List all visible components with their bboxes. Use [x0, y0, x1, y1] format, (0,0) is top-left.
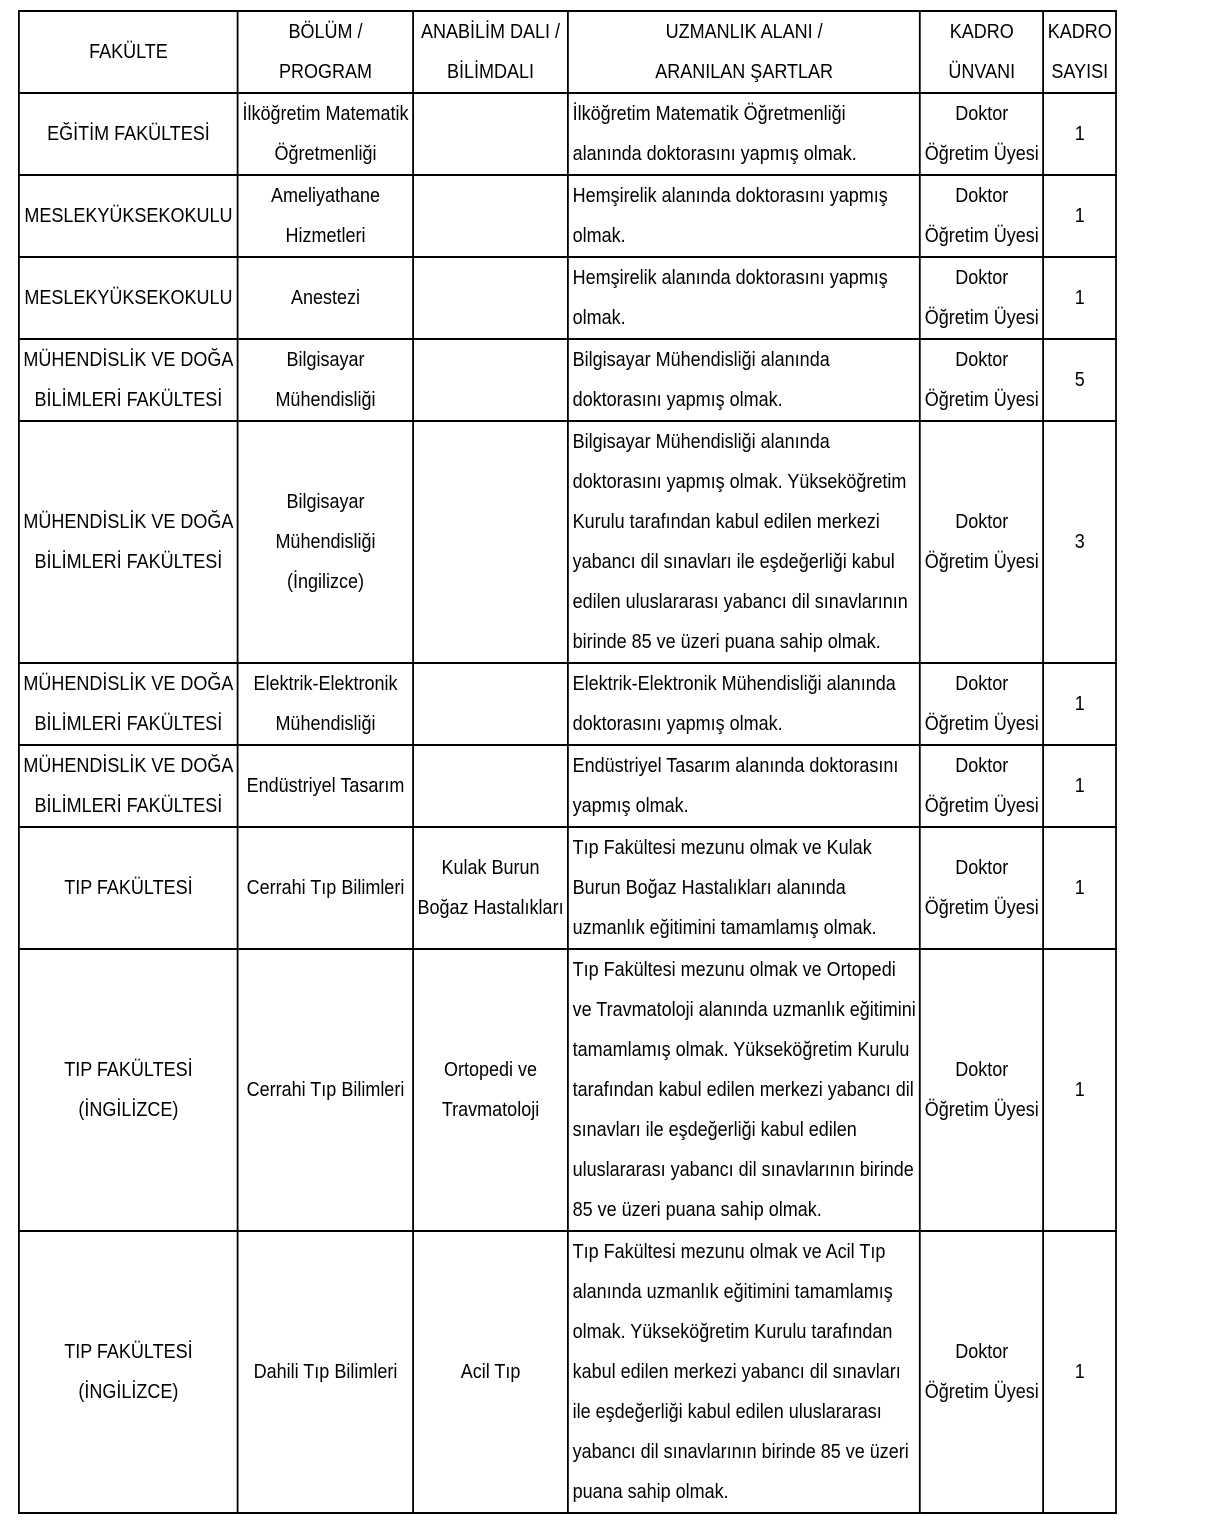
uzmanlik-text-line: alanında doktorasını yapmış olmak.	[572, 143, 857, 165]
fakulte-text-line: EĞİTİM FAKÜLTESİ	[47, 123, 210, 145]
uzmanlik-text-line: yabancı dil sınavlarının birinde 85 ve üzeri	[572, 1441, 909, 1463]
uzmanlik-text-line: olmak. Yükseköğretim Kurulu tarafından	[572, 1321, 893, 1343]
sayi-text-line: 1	[1074, 1361, 1085, 1383]
kadro-table	[18, 10, 1117, 1514]
anabilim-cell	[413, 339, 568, 421]
sayi-cell	[1043, 827, 1116, 949]
uzmanlik-text-line: Tıp Fakültesi mezunu olmak ve Ortopedi	[572, 959, 896, 981]
uzmanlik-text-line: puana sahip olmak.	[572, 1481, 729, 1503]
anabilim-cell	[413, 421, 568, 663]
uzmanlik-text-line: doktorasını yapmış olmak.	[572, 713, 783, 735]
unvan-text-line: Doktor	[955, 185, 1009, 207]
uzmanlik-text-line: alanında uzmanlık eğitimini tamamlamış	[572, 1281, 893, 1303]
fakulte-cell	[19, 745, 238, 827]
uzmanlik-cell	[568, 421, 920, 663]
uzmanlik-text-line: edilen uluslararası yabancı dil sınavlarının	[572, 591, 908, 613]
uzmanlik-text-line: tamamlamış olmak. Yükseköğretim Kurulu	[572, 1039, 910, 1061]
anabilim-cell	[413, 745, 568, 827]
uzmanlik-text-line: uluslararası yabancı dil sınavlarının birinde	[572, 1159, 914, 1181]
header-text-line: UZMANLIK ALANI /	[665, 21, 823, 43]
bolum-text-line: Hizmetleri	[285, 225, 366, 247]
unvan-text-line: Öğretim Üyesi	[924, 795, 1039, 817]
unvan-text-line: Öğretim Üyesi	[924, 551, 1039, 573]
uzmanlik-cell	[568, 175, 920, 257]
header-text-line: BİLİMDALI	[447, 61, 535, 83]
anabilim-text-line: Ortopedi ve	[444, 1059, 538, 1081]
bolum-cell	[238, 257, 413, 339]
fakulte-text-line: MÜHENDİSLİK VE DOĞA	[23, 349, 234, 371]
header-text-line: FAKÜLTE	[89, 41, 168, 63]
uzmanlik-text-line: olmak.	[572, 225, 626, 247]
bolum-cell	[238, 175, 413, 257]
uzmanlik-cell	[568, 1231, 920, 1513]
bolum-text-line: Anestezi	[290, 287, 360, 309]
uzmanlik-text-line: doktorasını yapmış olmak.	[572, 389, 783, 411]
bolum-text-line: (İngilizce)	[286, 571, 364, 593]
unvan-text-line: Öğretim Üyesi	[924, 1381, 1039, 1403]
unvan-text-line: Doktor	[955, 267, 1009, 289]
unvan-cell	[920, 421, 1043, 663]
bolum-text-line: Cerrahi Tıp Bilimleri	[246, 1079, 405, 1101]
bolum-text-line: Bilgisayar	[286, 349, 365, 371]
sayi-cell	[1043, 745, 1116, 827]
unvan-text-line: Doktor	[955, 103, 1009, 125]
unvan-cell	[920, 663, 1043, 745]
uzmanlik-text-line: Elektrik-Elektronik Mühendisliği alanında	[572, 673, 896, 695]
bolum-cell	[238, 421, 413, 663]
uzmanlik-text-line: Hemşirelik alanında doktorasını yapmış	[572, 185, 888, 207]
anabilim-cell	[413, 827, 568, 949]
uzmanlik-text-line: ve Travmatoloji alanında uzmanlık eğitimini	[572, 999, 916, 1021]
bolum-text-line: Ameliyathane	[270, 185, 381, 207]
uzmanlik-text-line: Bilgisayar Mühendisliği alanında	[572, 349, 830, 371]
unvan-cell	[920, 827, 1043, 949]
fakulte-text-line: TIP FAKÜLTESİ	[64, 1341, 193, 1363]
fakulte-cell	[19, 257, 238, 339]
anabilim-cell	[413, 1231, 568, 1513]
uzmanlik-text-line: yapmış olmak.	[572, 795, 689, 817]
uzmanlik-text-line: ile eşdeğerliği kabul edilen uluslararası	[572, 1401, 882, 1423]
sayi-cell	[1043, 421, 1116, 663]
bolum-cell	[238, 827, 413, 949]
uzmanlik-text-line: sınavları ile eşdeğerliği kabul edilen	[572, 1119, 857, 1141]
uzmanlik-text-line: tarafından kabul edilen merkezi yabancı dil	[572, 1079, 914, 1101]
header-bolum	[238, 11, 413, 93]
uzmanlik-text-line: birinde 85 ve üzeri puana sahip olmak.	[572, 631, 881, 653]
unvan-text-line: Doktor	[955, 349, 1009, 371]
fakulte-cell	[19, 421, 238, 663]
sayi-text-line: 1	[1074, 1079, 1085, 1101]
uzmanlik-cell	[568, 949, 920, 1231]
table-row	[19, 745, 1116, 827]
fakulte-cell	[19, 175, 238, 257]
fakulte-cell	[19, 663, 238, 745]
bolum-text-line: Dahili Tıp Bilimleri	[253, 1361, 398, 1383]
uzmanlik-cell	[568, 827, 920, 949]
uzmanlik-text-line: Burun Boğaz Hastalıkları alanında	[572, 877, 846, 899]
uzmanlik-text-line: yabancı dil sınavları ile eşdeğerliği kabul	[572, 551, 895, 573]
unvan-text-line: Öğretim Üyesi	[924, 713, 1039, 735]
header-unvan	[920, 11, 1043, 93]
uzmanlik-text-line: Endüstriyel Tasarım alanında doktorasını	[572, 755, 899, 777]
fakulte-text-line: TIP FAKÜLTESİ	[64, 877, 193, 899]
uzmanlik-cell	[568, 93, 920, 175]
uzmanlik-text-line: 85 ve üzeri puana sahip olmak.	[572, 1199, 822, 1221]
header-text-line: KADRO	[1047, 21, 1112, 43]
unvan-text-line: Doktor	[955, 755, 1009, 777]
unvan-cell	[920, 339, 1043, 421]
bolum-text-line: Mühendisliği	[275, 389, 376, 411]
bolum-cell	[238, 339, 413, 421]
uzmanlik-cell	[568, 339, 920, 421]
bolum-text-line: Elektrik-Elektronik	[253, 673, 398, 695]
fakulte-cell	[19, 1231, 238, 1513]
fakulte-text-line: MÜHENDİSLİK VE DOĞA	[23, 673, 234, 695]
uzmanlik-text-line: olmak.	[572, 307, 626, 329]
fakulte-text-line: BİLİMLERİ FAKÜLTESİ	[34, 551, 223, 573]
table-row	[19, 421, 1116, 663]
table-row	[19, 339, 1116, 421]
bolum-cell	[238, 1231, 413, 1513]
uzmanlik-text-line: Bilgisayar Mühendisliği alanında	[572, 431, 830, 453]
anabilim-cell	[413, 257, 568, 339]
header-text-line: SAYISI	[1051, 61, 1109, 83]
anabilim-text-line: Kulak Burun	[441, 857, 540, 879]
sayi-cell	[1043, 1231, 1116, 1513]
uzmanlik-text-line: Kurulu tarafından kabul edilen merkezi	[572, 511, 880, 533]
unvan-cell	[920, 257, 1043, 339]
fakulte-cell	[19, 949, 238, 1231]
unvan-cell	[920, 745, 1043, 827]
unvan-text-line: Öğretim Üyesi	[924, 389, 1039, 411]
unvan-text-line: Doktor	[955, 1341, 1009, 1363]
anabilim-cell	[413, 949, 568, 1231]
header-text-line: BÖLÜM /	[288, 21, 363, 43]
fakulte-text-line: MÜHENDİSLİK VE DOĞA	[23, 755, 234, 777]
fakulte-cell	[19, 93, 238, 175]
header-text-line: ANABİLİM DALI /	[421, 21, 561, 43]
unvan-text-line: Doktor	[955, 673, 1009, 695]
header-text-line: ARANILAN ŞARTLAR	[655, 61, 834, 83]
bolum-text-line: Cerrahi Tıp Bilimleri	[246, 877, 405, 899]
header-text-line: ÜNVANI	[948, 61, 1016, 83]
unvan-text-line: Öğretim Üyesi	[924, 225, 1039, 247]
bolum-text-line: Mühendisliği	[275, 531, 376, 553]
bolum-text-line: Bilgisayar	[286, 491, 365, 513]
fakulte-text-line: TIP FAKÜLTESİ	[64, 1059, 193, 1081]
sayi-text-line: 5	[1074, 369, 1085, 391]
fakulte-text-line: BİLİMLERİ FAKÜLTESİ	[34, 713, 223, 735]
header-sayi	[1043, 11, 1116, 93]
unvan-cell	[920, 175, 1043, 257]
fakulte-text-line: MESLEKYÜKSEKOKULU	[24, 287, 233, 309]
table-row	[19, 827, 1116, 949]
sayi-text-line: 1	[1074, 287, 1085, 309]
unvan-text-line: Öğretim Üyesi	[924, 143, 1039, 165]
bolum-cell	[238, 949, 413, 1231]
table-row	[19, 93, 1116, 175]
uzmanlik-cell	[568, 745, 920, 827]
unvan-cell	[920, 1231, 1043, 1513]
header-anabilim	[413, 11, 568, 93]
header-row	[19, 11, 1116, 93]
sayi-cell	[1043, 949, 1116, 1231]
sayi-text-line: 1	[1074, 775, 1085, 797]
sayi-text-line: 1	[1074, 693, 1085, 715]
header-fakulte	[19, 11, 238, 93]
bolum-cell	[238, 93, 413, 175]
fakulte-text-line: BİLİMLERİ FAKÜLTESİ	[34, 795, 223, 817]
unvan-text-line: Öğretim Üyesi	[924, 307, 1039, 329]
bolum-cell	[238, 663, 413, 745]
uzmanlik-cell	[568, 663, 920, 745]
fakulte-text-line: MÜHENDİSLİK VE DOĞA	[23, 511, 234, 533]
unvan-text-line: Doktor	[955, 857, 1009, 879]
uzmanlik-text-line: Hemşirelik alanında doktorasını yapmış	[572, 267, 888, 289]
sayi-text-line: 3	[1074, 531, 1085, 553]
unvan-text-line: Öğretim Üyesi	[924, 1099, 1039, 1121]
bolum-text-line: İlköğretim Matematik	[242, 103, 409, 125]
unvan-cell	[920, 949, 1043, 1231]
sayi-text-line: 1	[1074, 877, 1085, 899]
table-row	[19, 175, 1116, 257]
sayi-cell	[1043, 339, 1116, 421]
uzmanlik-text-line: uzmanlık eğitimini tamamlamış olmak.	[572, 917, 877, 939]
header-text-line: KADRO	[949, 21, 1014, 43]
bolum-text-line: Öğretmenliği	[274, 143, 377, 165]
fakulte-cell	[19, 827, 238, 949]
unvan-text-line: Öğretim Üyesi	[924, 897, 1039, 919]
sayi-cell	[1043, 257, 1116, 339]
anabilim-cell	[413, 175, 568, 257]
sayi-text-line: 1	[1074, 123, 1085, 145]
unvan-text-line: Doktor	[955, 1059, 1009, 1081]
bolum-text-line: Endüstriyel Tasarım	[246, 775, 405, 797]
fakulte-text-line: (İNGİLİZCE)	[78, 1099, 179, 1121]
fakulte-text-line: MESLEKYÜKSEKOKULU	[24, 205, 233, 227]
uzmanlik-text-line: İlköğretim Matematik Öğretmenliği	[572, 103, 846, 125]
fakulte-text-line: (İNGİLİZCE)	[78, 1381, 179, 1403]
unvan-cell	[920, 93, 1043, 175]
table-row	[19, 949, 1116, 1231]
uzmanlik-text-line: kabul edilen merkezi yabancı dil sınavları	[572, 1361, 901, 1383]
sayi-cell	[1043, 175, 1116, 257]
sayi-text-line: 1	[1074, 205, 1085, 227]
anabilim-text-line: Boğaz Hastalıkları	[417, 897, 564, 919]
header-uzmanlik	[568, 11, 920, 93]
table-row	[19, 663, 1116, 745]
uzmanlik-text-line: Tıp Fakültesi mezunu olmak ve Kulak	[572, 837, 872, 859]
anabilim-cell	[413, 663, 568, 745]
uzmanlik-text-line: doktorasını yapmış olmak. Yükseköğretim	[572, 471, 907, 493]
uzmanlik-cell	[568, 257, 920, 339]
sayi-cell	[1043, 663, 1116, 745]
anabilim-cell	[413, 93, 568, 175]
bolum-cell	[238, 745, 413, 827]
table-row	[19, 257, 1116, 339]
sayi-cell	[1043, 93, 1116, 175]
anabilim-text-line: Acil Tıp	[460, 1361, 521, 1383]
table-row	[19, 1231, 1116, 1513]
bolum-text-line: Mühendisliği	[275, 713, 376, 735]
header-text-line: PROGRAM	[278, 61, 372, 83]
document-sheet	[18, 10, 1220, 1514]
fakulte-cell	[19, 339, 238, 421]
unvan-text-line: Doktor	[955, 511, 1009, 533]
fakulte-text-line: BİLİMLERİ FAKÜLTESİ	[34, 389, 223, 411]
anabilim-text-line: Travmatoloji	[441, 1099, 540, 1121]
uzmanlik-text-line: Tıp Fakültesi mezunu olmak ve Acil Tıp	[572, 1241, 886, 1263]
table-body	[19, 93, 1116, 1513]
